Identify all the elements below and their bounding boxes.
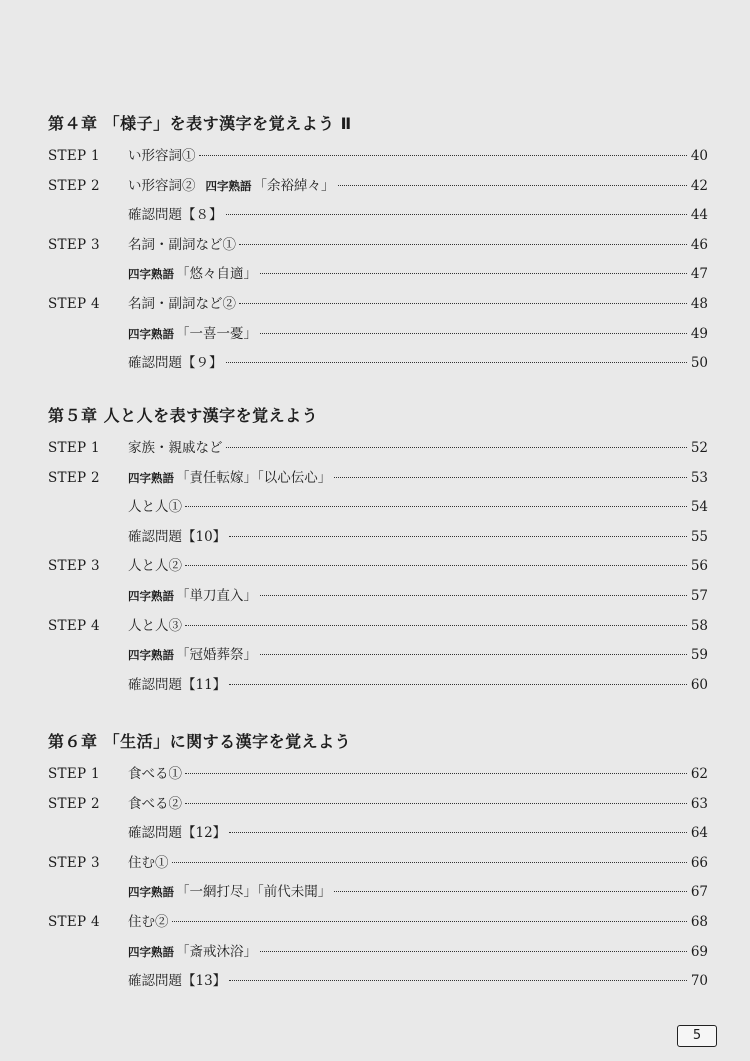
entry-text: 確認問題【11】 [128, 676, 227, 693]
entry-title [128, 969, 226, 989]
chapter-title: 第４章 「様子」を表す漢字を覚えよう Ⅱ [48, 114, 352, 133]
page-ref: 48 [690, 295, 708, 312]
entry-text: 住む① [128, 854, 169, 871]
page-ref: 59 [690, 647, 708, 664]
entry-text: 食べる① [128, 766, 182, 782]
step-label: STEP 2 [48, 795, 100, 812]
toc-entry [48, 762, 708, 792]
entry-title [128, 525, 226, 545]
toc-entry [48, 233, 708, 263]
entry-title [128, 203, 223, 223]
entry-title [128, 292, 236, 312]
entry-title [128, 322, 257, 342]
entry-title [128, 584, 257, 604]
yoji-jukugo-label: 四字熟語 [205, 178, 252, 193]
dot-leader [226, 362, 688, 363]
toc-entry [48, 969, 708, 999]
entry-text: 人と人③ [128, 617, 182, 634]
toc-entry [48, 643, 708, 673]
toc-entry [48, 436, 708, 466]
toc-entry [48, 174, 708, 204]
toc-entry [48, 614, 708, 644]
page-ref: 44 [690, 207, 708, 224]
toc-entry [48, 851, 708, 881]
dot-leader [229, 980, 687, 981]
page-ref: 58 [690, 617, 708, 634]
entry-text: 確認問題【13】 [128, 973, 227, 990]
page-number-badge: 5 [677, 1025, 717, 1047]
step-label: STEP 4 [48, 295, 100, 312]
toc-entry [48, 495, 708, 525]
toc-entry [48, 292, 708, 322]
toc-entry [48, 584, 708, 614]
step-label: STEP 2 [48, 469, 100, 486]
entry-text: 確認問題【10】 [128, 528, 227, 545]
yoji-jukugo-label: 四字熟語 [128, 470, 174, 485]
yoji-jukugo-label: 四字熟語 [128, 885, 174, 900]
entry-title [128, 262, 257, 282]
entry-title [128, 495, 182, 515]
page-ref: 69 [690, 943, 708, 960]
chapter-5-section [48, 405, 708, 702]
toc-entry [48, 821, 708, 851]
entry-title [128, 554, 182, 574]
dot-leader [172, 921, 688, 922]
dot-leader [334, 891, 687, 892]
entry-title [128, 233, 236, 253]
dot-leader [226, 447, 688, 448]
toc-entry [48, 144, 708, 174]
chapter-6-section [48, 731, 708, 999]
chapter-title: 第６章 「生活」に関する漢字を覚えよう [48, 732, 352, 751]
entry-title [128, 673, 226, 693]
entry-title [128, 144, 196, 164]
toc-entry [48, 792, 708, 822]
entry-text: 人と人② [128, 558, 182, 575]
page-ref: 66 [690, 854, 708, 871]
entry-text: 名詞・副詞など② [128, 295, 236, 312]
entry-title [128, 174, 335, 194]
toc-entry [48, 525, 708, 555]
entry-title [128, 466, 331, 486]
entry-text: 住む② [128, 913, 169, 930]
page-ref: 56 [690, 558, 708, 575]
entry-text: 「単刀直入」 [176, 587, 257, 604]
toc-entry [48, 322, 708, 352]
chapter-title: 第５章 人と人を表す漢字を覚えよう [48, 406, 319, 425]
step-label: STEP 3 [48, 236, 100, 253]
page-ref: 50 [690, 355, 708, 372]
entry-title [128, 910, 169, 930]
entry-text: 「一喜一憂」 [176, 325, 257, 342]
toc-entry [48, 262, 708, 292]
entry-title [128, 436, 223, 456]
entry-text: 確認問題【９】 [128, 355, 223, 372]
entry-list [48, 144, 708, 381]
entry-title [128, 851, 169, 871]
entry-title [128, 614, 182, 634]
page-ref: 62 [690, 766, 708, 782]
entry-text: 「斎戒沐浴」 [176, 943, 257, 960]
page-ref: 64 [690, 825, 708, 842]
entry-text: 「余裕綽々」 [253, 177, 335, 194]
dot-leader [229, 684, 687, 685]
page-ref: 49 [690, 325, 708, 342]
entry-title [128, 643, 257, 663]
entry-text: 家族・親戚など [128, 440, 223, 456]
page-ref: 60 [690, 676, 708, 693]
yoji-jukugo-label: 四字熟語 [128, 588, 174, 603]
entry-text: 「冠婚葬祭」 [176, 647, 257, 664]
page-ref: 42 [690, 177, 708, 194]
entry-text: 「一網打尽」「前代未聞」 [176, 884, 332, 901]
entry-text: 食べる② [128, 795, 182, 812]
yoji-jukugo-label: 四字熟語 [128, 267, 174, 282]
dot-leader [260, 333, 687, 334]
toc-entry [48, 910, 708, 940]
dot-leader [185, 506, 687, 507]
entry-text: 名詞・副詞など① [128, 236, 236, 253]
step-label: STEP 2 [48, 177, 100, 194]
step-label: STEP 3 [48, 558, 100, 575]
step-label: STEP 1 [48, 440, 100, 456]
entry-text: 「悠々自適」 [176, 266, 257, 283]
entry-text: 確認問題【８】 [128, 207, 223, 224]
page-ref: 52 [690, 440, 708, 456]
dot-leader [239, 244, 687, 245]
toc-entry [48, 466, 708, 496]
page-ref: 67 [690, 884, 708, 901]
dot-leader [185, 773, 687, 774]
toc-entry [48, 351, 708, 381]
toc-entry [48, 940, 708, 970]
entry-list [48, 436, 708, 702]
dot-leader [185, 625, 687, 626]
dot-leader [260, 951, 687, 952]
chapter-4-section [48, 113, 708, 381]
dot-leader [239, 303, 687, 304]
dot-leader [338, 185, 688, 186]
dot-leader [260, 273, 687, 274]
dot-leader [334, 477, 687, 478]
page-ref: 46 [690, 236, 708, 253]
entry-text: い形容詞② [128, 177, 196, 194]
toc-entry [48, 880, 708, 910]
page-ref: 55 [690, 528, 708, 545]
dot-leader [260, 595, 687, 596]
entry-text: 「責任転嫁」「以心伝心」 [176, 469, 332, 486]
page-ref: 70 [690, 973, 708, 990]
page-ref: 57 [690, 587, 708, 604]
step-label: STEP 3 [48, 854, 100, 871]
dot-leader [229, 832, 687, 833]
entry-title [128, 940, 257, 960]
entry-title [128, 792, 182, 812]
entry-list [48, 762, 708, 999]
dot-leader [185, 803, 687, 804]
page-ref: 47 [690, 266, 708, 283]
toc-entry [48, 554, 708, 584]
yoji-jukugo-label: 四字熟語 [128, 648, 174, 663]
dot-leader [185, 565, 687, 566]
toc-entry [48, 203, 708, 233]
yoji-jukugo-label: 四字熟語 [128, 326, 174, 341]
page-ref: 54 [690, 499, 708, 516]
entry-title [128, 880, 331, 900]
page-ref: 63 [690, 795, 708, 812]
entry-title [128, 821, 226, 841]
yoji-jukugo-label: 四字熟語 [128, 944, 174, 959]
step-label: STEP 4 [48, 913, 100, 930]
dot-leader [199, 155, 688, 156]
entry-text: 確認問題【12】 [128, 825, 227, 842]
entry-title [128, 762, 182, 782]
entry-text: い形容詞① [128, 148, 196, 164]
entry-title [128, 351, 223, 371]
page-ref: 40 [690, 148, 708, 164]
page-ref: 68 [690, 913, 708, 930]
dot-leader [260, 654, 687, 655]
entry-text: 人と人① [128, 499, 182, 516]
step-label: STEP 4 [48, 617, 100, 634]
dot-leader [226, 214, 688, 215]
toc-entry [48, 673, 708, 703]
step-label: STEP 1 [48, 148, 100, 164]
dot-leader [229, 536, 687, 537]
dot-leader [172, 862, 688, 863]
step-label: STEP 1 [48, 766, 100, 782]
page-ref: 53 [690, 469, 708, 486]
